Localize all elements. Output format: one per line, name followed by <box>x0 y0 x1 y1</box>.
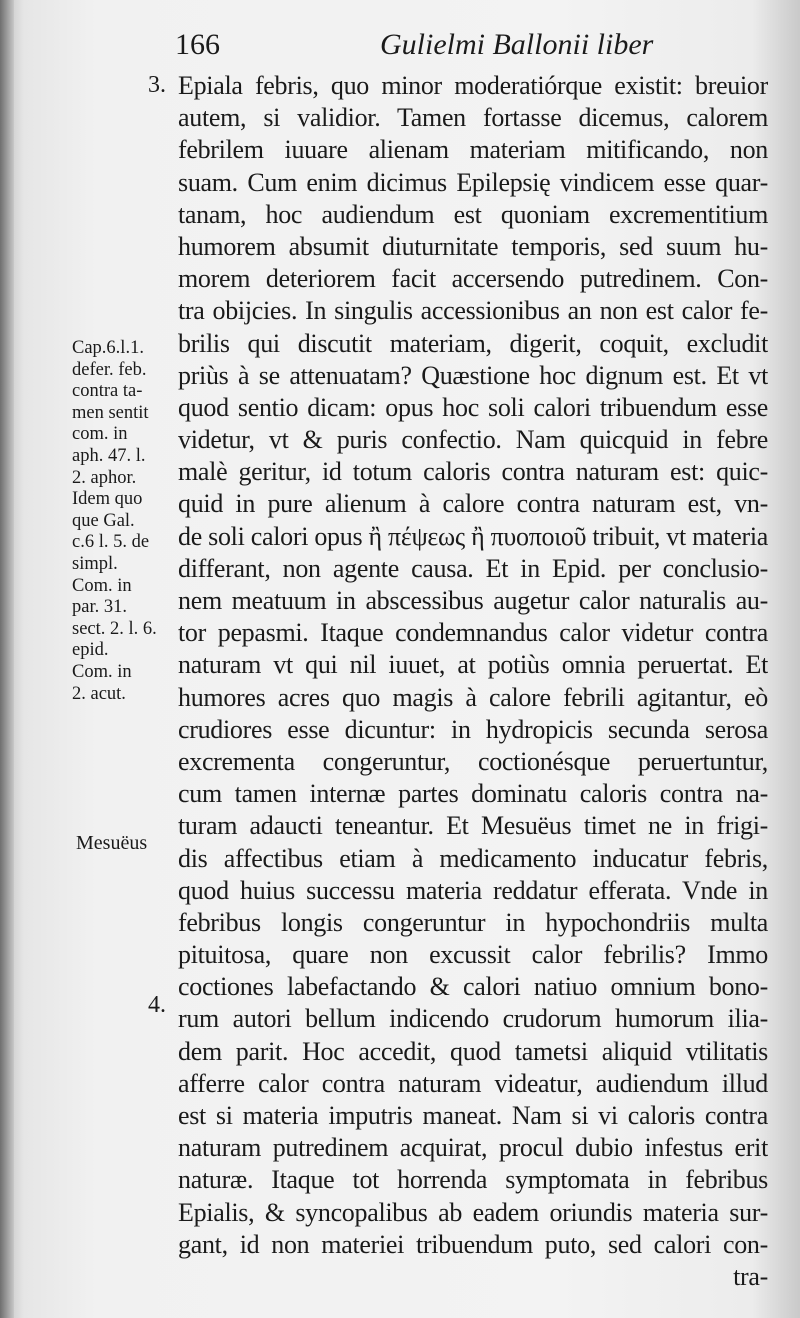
main-text-block <box>178 70 768 1293</box>
margin-note-line: aph. 47. l. <box>72 445 146 466</box>
text-line: brilis qui discutit materiam, digerit, coquit, excludit <box>178 328 768 358</box>
text-line: naturam putredinem acquirat, procul dubio infestus erit <box>178 1133 768 1163</box>
text-line: videtur, vt & puris confectio. Nam quicquid in febre <box>178 425 768 455</box>
catchword: tra- <box>733 1261 768 1291</box>
margin-note-line: Com. in <box>72 661 132 682</box>
text-line: gant, id non materiei tribuendum puto, sed calori con- <box>178 1229 768 1259</box>
margin-note-line: que Gal. <box>72 510 135 531</box>
margin-note-name: Mesuëus <box>76 832 148 854</box>
text-line: Epiala febris, quo minor moderatiórque existit: breuior <box>178 71 768 100</box>
paragraph-number: 3. <box>148 72 166 98</box>
text-line: suam. Cum enim dicimus Epilepsię vindicem esse quar- <box>178 167 768 197</box>
text-line: quod sentio dicam: opus hoc soli calori tribuendum esse <box>178 392 768 422</box>
text-line: quod huius successu materia reddatur efferata. Vnde in <box>178 875 768 905</box>
text-line: coctiones labefactando & calori natiuo omnium bono- <box>178 972 768 1002</box>
text-line: priùs à se attenuatam? Quæstione hoc dignum est. Et vt <box>178 360 768 390</box>
text-line: tra obijcies. In singulis accessionibus an non est calor fe- <box>178 296 768 326</box>
paragraph-number: 4. <box>148 992 166 1018</box>
text-line: febribus longis congeruntur in hypochondriis multa <box>178 907 768 937</box>
text-line: autem, si validior. Tamen fortasse dicemus, calorem <box>178 103 768 133</box>
margin-note-line: contra ta- <box>72 381 143 402</box>
text-line: dis affectibus etiam à medicamento inducatur febris, <box>178 843 768 873</box>
margin-note-line: sect. 2. l. 6. <box>72 618 157 639</box>
text-line: excrementa congeruntur, coctionésque peruertuntur, <box>178 746 768 776</box>
margin-note-line: Cap.6.l.1. <box>72 338 144 358</box>
text-line: dem parit. Hoc accedit, quod tametsi aliquid vtilitatis <box>178 1036 768 1066</box>
margin-note-line: simpl. <box>72 553 118 574</box>
text-line: nem meatuum in abscessibus augetur calor naturalis au- <box>178 586 768 615</box>
margin-note-line: Com. in <box>72 575 132 596</box>
margin-note-line: c.6 l. 5. de <box>72 532 150 553</box>
text-line: pituitosa, quare non excussit calor febrilis? Immo <box>178 940 768 970</box>
text-line: tor pepasmi. Itaque condemnandus calor videtur contra <box>178 618 768 648</box>
text-line: turam adaucti teneantur. Et Mesuëus timet ne in frigi- <box>178 811 768 841</box>
page-gutter-shadow <box>0 0 14 1318</box>
margin-note-line: 2. acut. <box>72 683 126 704</box>
text-line: humores acres quo magis à calore febrili agitantur, eò <box>178 682 768 712</box>
text-line: differant, non agente causa. Et in Epid. per conclusio- <box>178 553 768 583</box>
page-header <box>175 28 770 68</box>
text-line: cum tamen internæ partes dominatu caloris contra na- <box>178 779 768 809</box>
margin-note-line: par. 31. <box>72 597 127 618</box>
text-line: Epialis, & syncopalibus ab eadem oriundis materia sur- <box>178 1197 768 1227</box>
text-line: quid in pure alienum à calore contra naturam est, vn- <box>178 489 768 519</box>
margin-note-line: 2. aphor. <box>72 467 137 488</box>
text-line: febrilem iuuare alienam materiam mitificando, non <box>178 135 768 165</box>
text-line: rum autori bellum indicendo crudorum humorum ilia- <box>178 1004 768 1034</box>
text-line: morem deteriorem facit accersendo putredinem. Con- <box>178 264 768 294</box>
text-line: malè geritur, id totum caloris contra naturam est: quic- <box>178 457 768 487</box>
margin-note-line: men sentit <box>72 402 149 423</box>
running-title: Gulielmi Ballonii liber <box>380 28 654 61</box>
text-line: naturæ. Itaque tot horrenda symptomata in febribus <box>178 1165 768 1195</box>
margin-notes <box>72 338 178 705</box>
text-line: crudiores esse dicuntur: in hydropicis secunda serosa <box>178 714 768 744</box>
margin-note-line: com. in <box>72 424 128 445</box>
text-line: est si materia imputris maneat. Nam si vi caloris contra <box>178 1101 768 1130</box>
margin-note-line: epid. <box>72 640 109 661</box>
margin-note-line: Idem quo <box>72 489 143 510</box>
margin-note-line: defer. feb. <box>72 359 147 380</box>
text-line: de soli calori opus ἢ πέψεως ἢ πυοποιοῦ tribuit, vt materia <box>178 521 768 551</box>
text-line: naturam vt qui nil iuuet, at potiùs omnia peruertat. Et <box>178 650 768 680</box>
text-line: tanam, hoc audiendum est quoniam excrementitium <box>178 199 768 229</box>
text-line: afferre calor contra naturam videatur, audiendum illud <box>178 1068 768 1098</box>
text-line: humorem absumit diuturnitate temporis, sed suum hu- <box>178 231 768 261</box>
page-number: 166 <box>175 28 220 61</box>
